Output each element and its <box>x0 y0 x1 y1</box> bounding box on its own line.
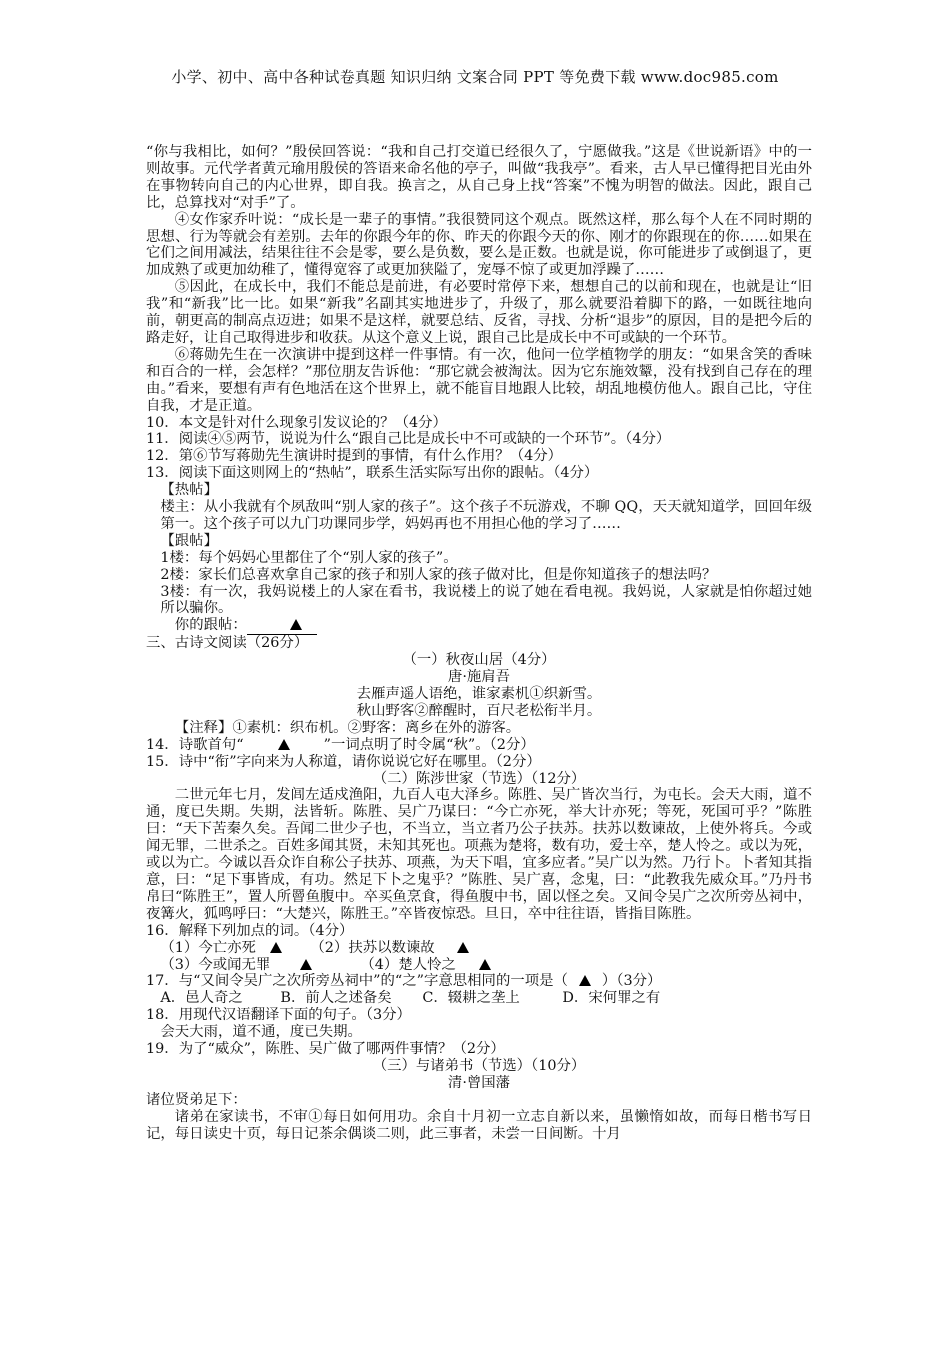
passage-paragraph-6: ⑥蒋勋先生在一次演讲中提到这样一件事情。有一次，他问一位学植物学的朋友：“如果含笑的香味和百合的一样，会怎样？”那位朋友告诉他：“那它就会被淘汰。因为它东施效颦，没有找到自己存在的理由。”看来，要想有声有色地活在这个世界上，就不能盲目地跟人比较，胡乱地模仿他人。跟自己比，守住自我，才是正道。 <box>146 346 812 414</box>
passage-paragraph-3: “你与我相比，如何？”殷侯回答说：“我和自己打交道已经很久了，宁愿做我。”这是《世说新语》中的一则故事。元代学者黄元瑜用殷侯的答语来命名他的亭子，叫做“我我亭”。看来，古人早已懂得把目光由外在事物转向自己的内心世界，即自我。换言之，从自己身上找“答案”不愧为明智的做法。因此，跟自己比，总算找对“对手”了。 <box>146 144 812 211</box>
question-14 <box>146 737 812 754</box>
triangle-marker-icon <box>579 975 591 986</box>
question-19: 19．为了“威众”，陈胜、吴广做了哪两件事情？（2分） <box>146 1041 505 1058</box>
section-3-title: 三、古诗文阅读（26分） <box>146 635 309 652</box>
chen-title: （二）陈涉世家（节选）（12分） <box>372 770 586 787</box>
answer-blank[interactable] <box>300 957 360 974</box>
answer-blank[interactable] <box>247 617 317 635</box>
answer-blank[interactable] <box>470 957 500 974</box>
q17-options <box>146 990 812 1007</box>
reply-floor-2: 2楼：家长们总喜欢拿自己家的孩子和别人家的孩子做对比，但是你知道孩子的想法吗？ <box>160 566 717 583</box>
q18-sentence: 会天大雨，道不通，度已失期。 <box>160 1024 362 1041</box>
q16-item-3: （3）今或闻无罪 <box>160 956 271 973</box>
document-body <box>146 144 812 1142</box>
poem-line-1: 去雁声遥人语绝，谁家素机①织新雪。 <box>356 686 602 702</box>
page-header: 小学、初中、高中各种试卷真题 知识归纳 文案合同 PPT 等免费下载 www.doc985.com <box>171 68 779 86</box>
zeng-salutation: 诸位贤弟足下： <box>146 1091 247 1108</box>
passage-paragraph-5: ⑤因此，在成长中，我们不能总是前进，有必要时常停下来，想想自己的以前和现在，也就是让“旧我”和“新我”比一比。如果“新我”名副其实地进步了，升级了，那么就要沿着脚下的路，一如既往地向前，朝更高的制高点迈进；如果不是这样，就要总结、反省，寻找、分析“退步”的原因，目的是把今后的路走好，让自己取得进步和收获。从这个意义上说，跟自己比是成长中不可或缺的一个环节。 <box>146 279 812 346</box>
q17-option-c: C．辍耕之垄上 <box>422 990 520 1007</box>
zeng-author: 清·曾国藩 <box>447 1074 511 1091</box>
chen-text: 二世元年七月，发闾左适戍渔阳，九百人屯大泽乡。陈胜、吴广皆次当行，为屯长。会天大雨，道不通，度已失期。失期，法皆斩。陈胜、吴广乃谋曰：“今亡亦死，举大计亦死；等死，死国可乎？”陈胜曰：“天下苦秦久矣。吾闻二世少子也，不当立，当立者乃公子扶苏。扶苏以数谏故，上使外将兵。今或闻无罪，二世杀之。百姓多闻其贤，未知其死也。项燕为楚将，数有功，爱士卒，楚人怜之。或以为死，或以为亡。今诚以吾众诈自称公子扶苏、项燕，为天下唱，宜多应者。”吴广以为然。乃行卜。卜者知其指意，曰：“足下事皆成，有功。然足下卜之鬼乎？”陈胜、吴广喜，念鬼，曰：“此教我先威众耳。”乃丹书帛曰“陈胜王”，置人所罾鱼腹中。卒买鱼烹食，得鱼腹中书，固以怪之矣。又间令吴广之次所旁丛祠中，夜篝火，狐鸣呼曰：“大楚兴，陈胜王。”卒皆夜惊恐。旦日，卒中往往语，皆指目陈胜。 <box>146 787 812 922</box>
triangle-marker-icon <box>479 959 491 970</box>
q16-row-1 <box>146 940 812 957</box>
triangle-marker-icon <box>278 739 290 750</box>
q17-option-a: A．邑人奇之 <box>160 990 243 1007</box>
poem-title: （一）秋夜山居（4分） <box>402 652 556 669</box>
triangle-marker-icon <box>290 619 302 630</box>
q17-option-d: D．宋何罪之有 <box>562 990 661 1007</box>
question-16: 16．解释下列加点的词。（4分） <box>146 922 354 939</box>
question-18: 18．用现代汉语翻译下面的句子。（3分） <box>146 1007 411 1024</box>
poem-line-2: 秋山野客②醉醒时，百尺老松衔半月。 <box>356 702 602 719</box>
answer-blank[interactable] <box>244 737 324 754</box>
question-11: 11．阅读④⑤两节，说说为什么“跟自己比是成长中不可或缺的一个环节”。（4分） <box>146 431 671 448</box>
reply-floor-1: 1楼：每个妈妈心里都住了个“别人家的孩子”。 <box>160 549 458 566</box>
hot-post: 楼主：从小我就有个夙敌叫“别人家的孩子”。这个孩子不玩游戏，不聊 QQ，天天就知道学，回回年级第一。这个孩子可以九门功课同步学，妈妈再也不用担心他的学习了…… <box>160 499 812 532</box>
triangle-marker-icon <box>300 959 312 970</box>
q16-item-4: （4）楚人怜之 <box>360 956 456 973</box>
triangle-marker-icon <box>457 942 469 953</box>
question-17 <box>146 973 812 990</box>
zeng-text: 诸弟在家读书，不审①每日如何用功。余自十月初一立志自新以来，虽懒惰如故，而每日楷书写日记，每日读史十页，每日记茶余偶谈二则，此三事者，未尝一日间断。十月 <box>146 1108 812 1142</box>
q16-row-2 <box>146 957 812 974</box>
question-10: 10．本文是针对什么现象引发议论的？（4分） <box>146 414 447 431</box>
question-17-suffix: ）（3分） <box>601 973 662 990</box>
passage-paragraph-4: ④女作家乔叶说：“成长是一辈子的事情。”我很赞同这个观点。既然这样，那么每个人在不同时期的思想、行为等就会有差别。去年的你跟今年的你、昨天的你跟今天的你、刚才的你跟现在的你……如果在它们之间用减法，结果往往不会是零，要么是负数，要么是正数。也就是说，你可能进步了或倒退了，更加成熟了或更加幼稚了，懂得宽容了或更加狭隘了，宠辱不惊了或更加浮躁了…… <box>146 211 812 279</box>
question-13: 13．阅读下面这则网上的“热帖”，联系生活实际写出你的跟帖。（4分） <box>146 465 599 482</box>
poem-note: 【注释】①素机：织布机。②野客：离乡在外的游客。 <box>174 719 521 736</box>
triangle-marker-icon <box>270 942 282 953</box>
q17-option-b: B．前人之述备矣 <box>280 990 392 1007</box>
question-15: 15．诗中“衔”字向来为人称道，请你说说它好在哪里。（2分） <box>146 753 541 770</box>
question-17-prefix: 17．与“又间令吴广之次所旁丛祠中”的“之”字意思相同的一项是（ <box>146 973 568 990</box>
hot-post-label: 【热帖】 <box>160 482 218 499</box>
reply-floor-3: 3楼：有一次，我妈说楼上的人家在看书，我说楼上的说了她在看电视。我妈说，人家就是怕你超过她所以骗你。 <box>160 583 812 617</box>
your-reply-line <box>146 617 812 635</box>
your-reply-label: 你的跟帖： <box>174 617 247 634</box>
q16-item-1: （1）今亡亦死 <box>160 939 256 956</box>
question-12: 12．第⑥节写蒋勋先生演讲时提到的事情，有什么作用？（4分） <box>146 448 563 465</box>
zeng-title: （三）与诸弟书（节选）（10分） <box>372 1057 586 1074</box>
q16-item-2: （2）扶苏以数谏故 <box>310 939 435 956</box>
question-14-prefix: 14．诗歌首句“ <box>146 736 244 753</box>
answer-blank[interactable] <box>568 973 602 990</box>
question-14-suffix: ”一词点明了时令属“秋”。（2分） <box>323 736 535 753</box>
follow-label: 【跟帖】 <box>160 532 218 549</box>
answer-blank[interactable] <box>270 940 310 957</box>
poem-author: 唐·施肩吾 <box>447 669 511 686</box>
answer-blank[interactable] <box>448 940 478 957</box>
